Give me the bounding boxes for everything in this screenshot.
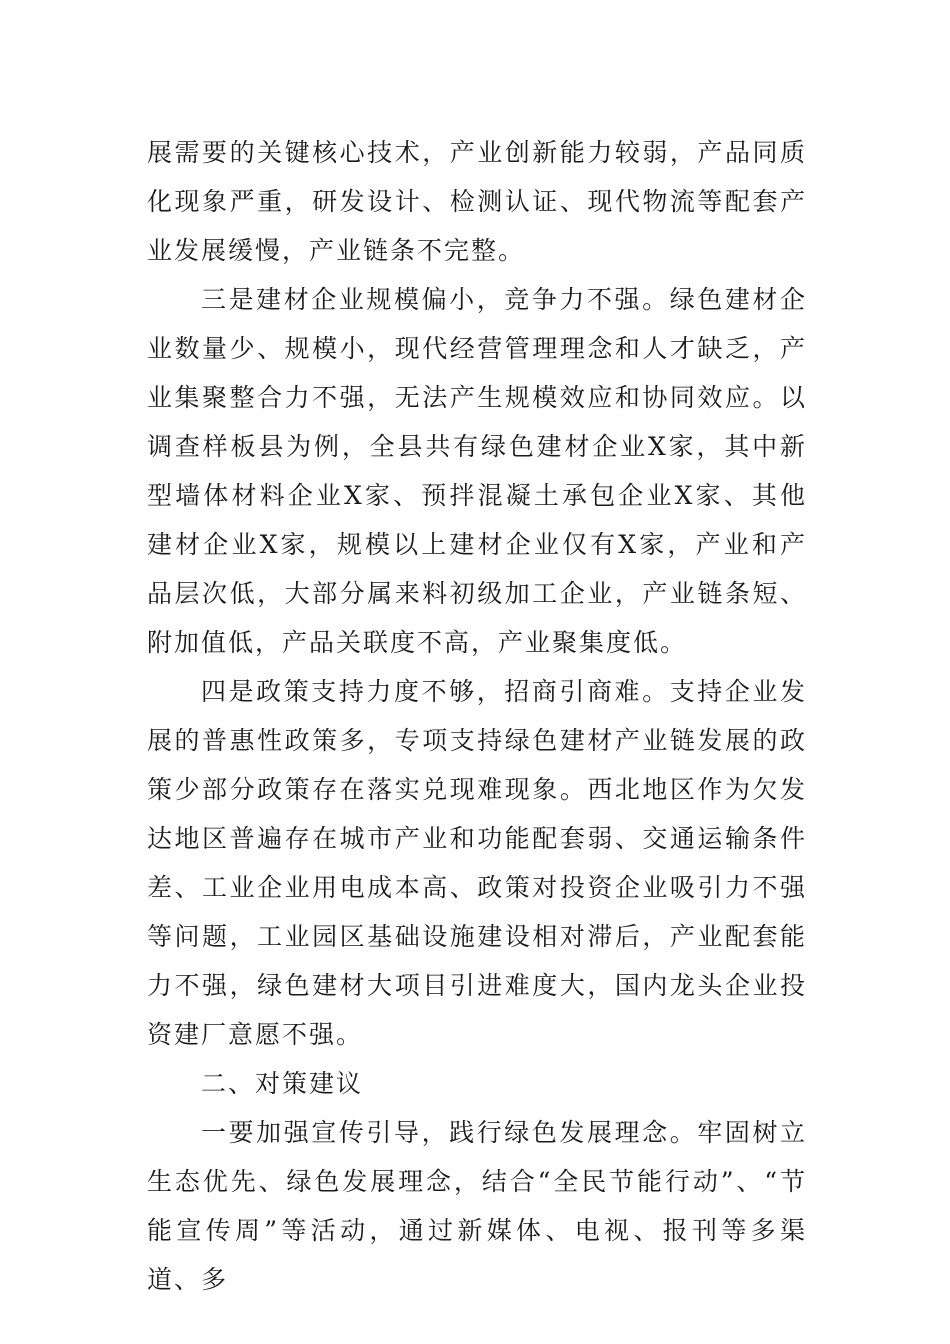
section-heading-countermeasures: 二、对策建议 [201,1069,364,1098]
paragraph-policy-support: 四是政策支持力度不够，招商引商难。支持企业发展的普惠性政策多，专项支持绿色建材产业链发展的政策少部分政策存在落实兑现难现象。西北地区作为欠发达地区普遍存在城市产业和功能配套弱、交通运输条件差、工业企业用电成本高、政策对投资企业吸引力不强等问题，工业园区基础设施建设相对滞后，产业配套能力不强，绿色建材大项目引进难度大，国内龙头企业投资建厂意愿不强。 [147,677,807,1049]
paragraph-publicity-guidance: 一要加强宣传引导，践行绿色发展理念。牢固树立生态优先、绿色发展理念，结合“全民节能行动”、“节能宣传周”等活动，通过新媒体、电视、报刊等多渠道、多 [147,1118,807,1294]
paragraph-continuation: 展需要的关键核心技术，产业创新能力较弱，产品同质化现象严重，研发设计、检测认证、现代物流等配套产业发展缓慢，产业链条不完整。 [147,138,807,265]
paragraph-building-materials-scale: 三是建材企业规模偏小，竞争力不强。绿色建材企业数量少、规模小，现代经营管理理念和人才缺乏，产业集聚整合力不强，无法产生规模效应和协同效应。以调查样板县为例，全县共有绿色建材企业X家，其中新型墙体材料企业X家、预拌混凝土承包企业X家、其他建材企业X家，规模以上建材企业仅有X家，产业和产品层次低，大部分属来料初级加工企业，产业链条短、附加值低，产品关联度不高，产业聚集度低。 [147,285,807,657]
document-body [147,128,807,1304]
